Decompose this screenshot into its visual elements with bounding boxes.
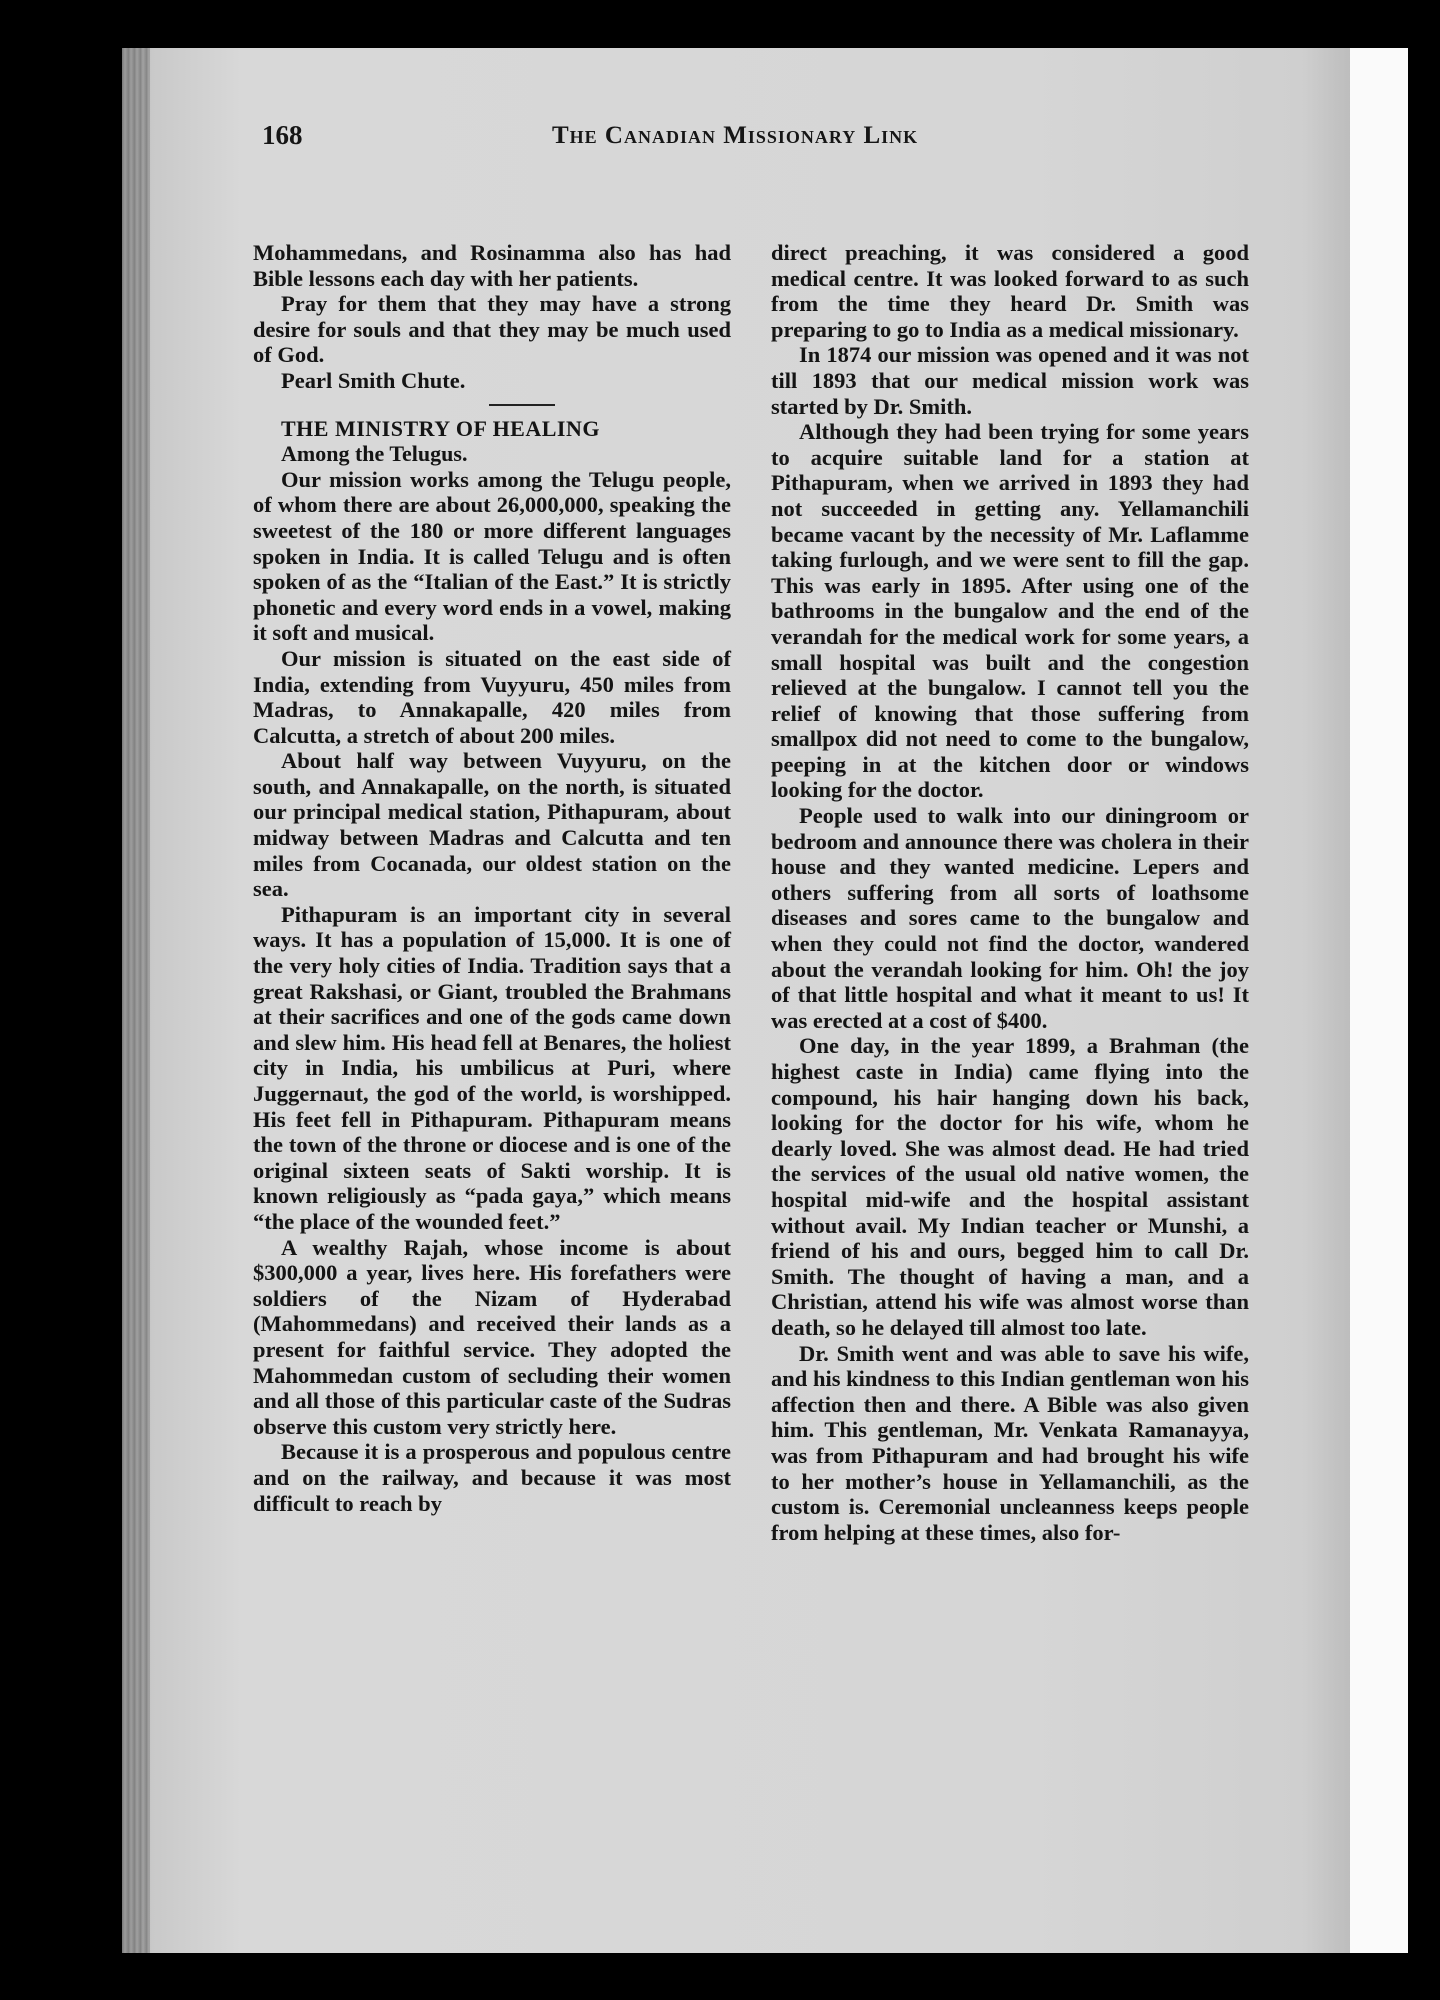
right-column [771,240,1249,1545]
paragraph: Dr. Smith went and was able to save his wife, and his kindness to this Indian gentleman won his affection then and there. A Bible was also given him. This gentleman, Mr. Venkata Ramanayya, was from Pithapuram and had brought his wife to her mother’s house in Yellamanchili, as the custom is. Ceremonial uncleanness keeps people from helping at these times, also for- [771,1340,1249,1545]
running-title: The Canadian Missionary Link [552,122,919,149]
page-edge [1350,48,1408,1953]
paragraph: Mohammedans, and Rosinamma also has had Bible lessons each day with her patients. [253,240,731,291]
left-column [253,240,731,1516]
paragraph: Although they had been trying for some years to acquire suitable land for a station at Pithapuram, when we arrived in 1893 they had not succeeded in getting any. Yellamanchili became vacant by the necessity of Mr. Laflamme taking furlough, and we were sent to fill the gap. This was early in 1895. After using one of the bathrooms in the bungalow and the end of the verandah for the medical work for some years, a small hospital was built and the congestion relieved at the bungalow. I cannot tell you the relief of knowing that those suffering from smallpox did not need to come to the bungalow, peeping in at the kitchen door or windows looking for the doctor. [771,419,1249,803]
paragraph: Pithapuram is an important city in several ways. It has a population of 15,000. It is one of the very holy cities of India. Tradition says that a great Rakshasi, or Giant, troubled the Brahmans at their sacrifices and one of the gods came down and slew him. His head fell at Benares, the holiest city in India, his umbilicus at Puri, where Juggernaut, the god of the world, is worshipped. His feet fell in Pithapuram. Pithapuram means the town of the throne or diocese and is one of the original sixteen seats of Sakti worship. It is known religiously as “pada gaya,” which means “the place of the wounded feet.” [253,901,731,1234]
paragraph: People used to walk into our diningroom or bedroom and announce there was cholera in their house and they wanted medicine. Lepers and others suffering from all sorts of loathsome diseases and sores came to the bungalow and when they could not find the doctor, wandered about the verandah looking for him. Oh! the joy of that little hospital and what it meant to us! It was erected at a cost of $400. [771,803,1249,1033]
paragraph: A wealthy Rajah, whose income is about $300,000 a year, lives here. His forefathers were soldiers of the Nizam of Hyderabad (Mahommedans) and received their lands as a present for faithful service. They adopted the Mahommedan custom of secluding their women and all those of this particular caste of the Sudras observe this custom very strictly here. [253,1234,731,1439]
article-heading: THE MINISTRY OF HEALING [281,415,600,441]
binding-shadow [122,48,150,1953]
signature: Pearl Smith Chute. [281,367,466,393]
page-header [132,120,992,180]
paragraph: Pray for them that they may have a strong desire for souls and that they may be much used of God. [253,291,731,368]
paragraph: About half way between Vuyyuru, on the south, and Annakapalle, on the north, is situated our principal medical station, Pithapuram, about midway between Madras and Calcutta and ten miles from Cocanada, our oldest station on the sea. [253,748,731,902]
paragraph: In 1874 our mission was opened and it was not till 1893 that our medical mission work was started by Dr. Smith. [771,342,1249,419]
paragraph: Our mission works among the Telugu people, of whom there are about 26,000,000, speaking the sweetest of the 180 or more different languages spoken in India. It is called Telugu and is often spoken of as the “Italian of the East.” It is strictly phonetic and every word ends in a vowel, making it soft and musical. [253,466,731,646]
page-number: 168 [262,120,303,150]
divider [489,404,555,406]
paragraph: One day, in the year 1899, a Brahman (the highest caste in India) came flying into the compound, his hair hanging down his back, looking for the doctor for his wife, whom he dearly loved. She was almost dead. He had tried the services of the usual old native women, the hospital mid-wife and the hospital assistant without avail. My Indian teacher or Munshi, a friend of his and ours, begged him to call Dr. Smith. The thought of having a man, and a Christian, attend his wife was almost worse than death, so he delayed till almost too late. [771,1033,1249,1340]
paragraph: direct preaching, it was considered a good medical centre. It was looked forward to as such from the time they heard Dr. Smith was preparing to go to India as a medical missionary. [771,240,1249,342]
paragraph: Because it is a prosperous and populous centre and on the railway, and because it was most difficult to reach by [253,1439,731,1516]
article-subheading: Among the Telugus. [281,441,468,467]
paragraph: Our mission is situated on the east side of India, extending from Vuyyuru, 450 miles from Madras, to Annakapalle, 420 miles from Calcutta, a stretch of about 200 miles. [253,645,731,748]
